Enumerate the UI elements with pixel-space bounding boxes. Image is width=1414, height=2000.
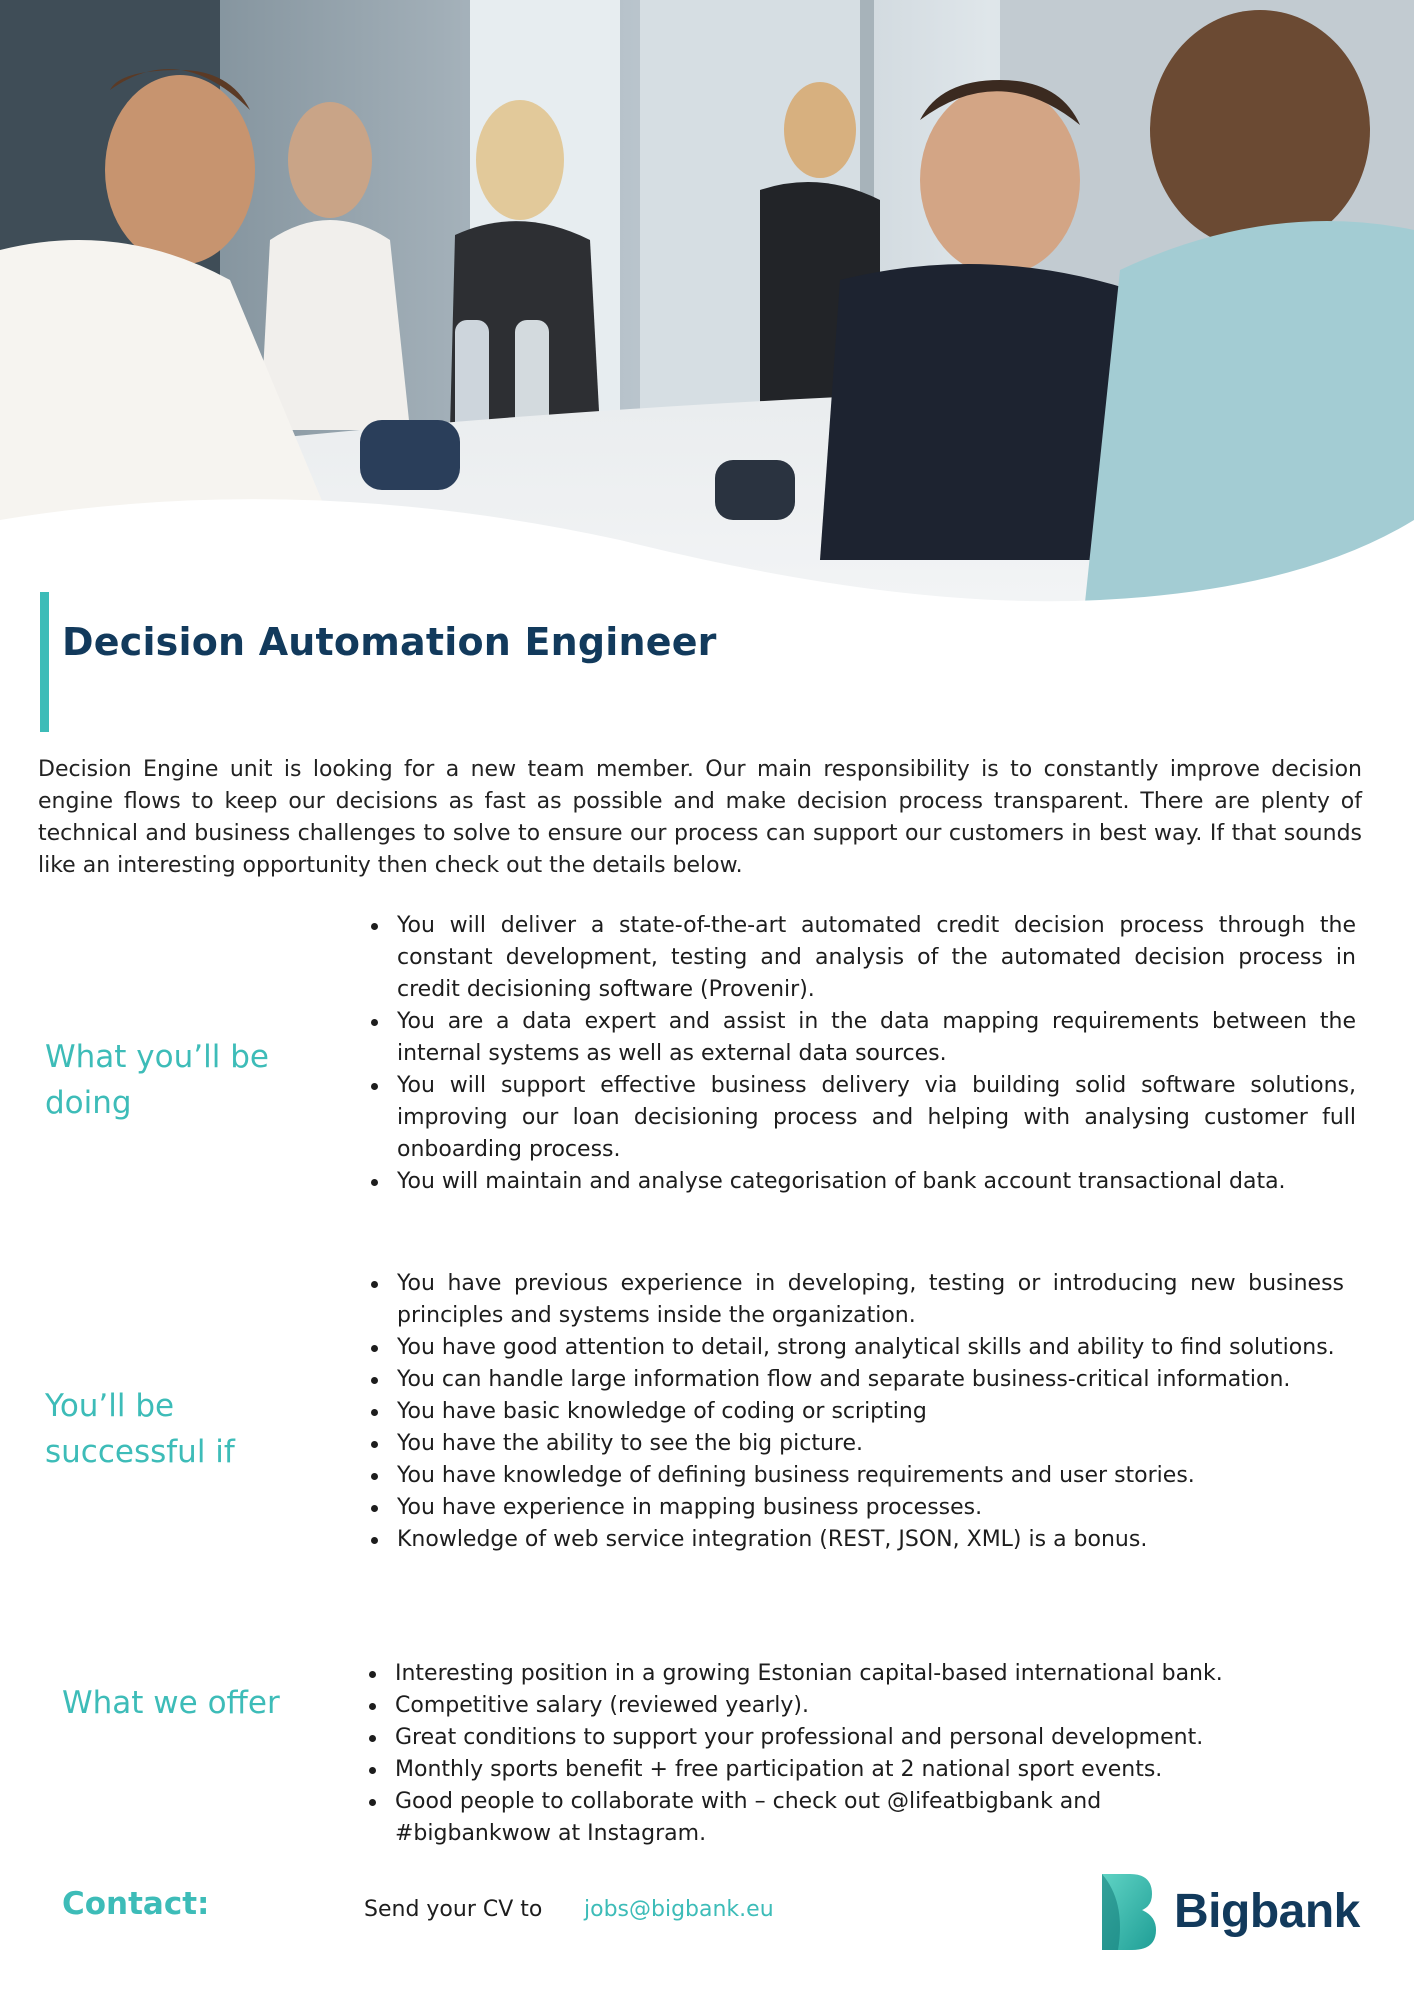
list-item: You are a data expert and assist in the data mapping requirements between the internal systems as well as external data sources.: [364, 1006, 1356, 1070]
list-item: Great conditions to support your professional and personal development.: [362, 1722, 1342, 1754]
section-title-successful: You’ll be successful if: [45, 1388, 235, 1470]
section-title-doing: What you’ll be doing: [45, 1039, 269, 1121]
page-title: Decision Automation Engineer: [62, 620, 717, 664]
doing-list: [364, 910, 1356, 1198]
list-item: You have the ability to see the big picture.: [364, 1428, 1344, 1460]
list-item: You have previous experience in developing, testing or introducing new business principles and systems inside the organization.: [364, 1268, 1344, 1332]
list-item: You will deliver a state-of-the-art automated credit decision process through the constant development, testing and analysis of the automated decision process in credit decisioning software (Provenir).: [364, 910, 1356, 1006]
logo-text: Bigbank: [1174, 1885, 1360, 1938]
offer-list: [362, 1658, 1342, 1850]
bigbank-b-logo-icon: [1096, 1872, 1160, 1952]
list-item: You will maintain and analyse categorisation of bank account transactional data.: [364, 1166, 1356, 1198]
list-item: You have knowledge of defining business requirements and user stories.: [364, 1460, 1344, 1492]
list-item: You will support effective business delivery via building solid software solutions, improving our loan decisioning process and helping with analysing customer full onboarding process.: [364, 1070, 1356, 1166]
title-accent-bar: [40, 592, 49, 732]
bigbank-logo: [1096, 1872, 1366, 1952]
list-item: You can handle large information flow and separate business-critical information.: [364, 1364, 1344, 1396]
contact-email-link[interactable]: jobs@bigbank.eu: [584, 1897, 774, 1922]
list-item: You have good attention to detail, strong analytical skills and ability to find solutions.: [364, 1332, 1344, 1364]
intro-paragraph: Decision Engine unit is looking for a new team member. Our main responsibility is to constantly improve decision engine flows to keep our decisions as fast as possible and make decision process transparent. There are plenty of technical and business challenges to solve to ensure our process can support our customers in best way. If that sounds like an interesting opportunity then check out the details below.: [38, 757, 1362, 878]
contact-label: Contact:: [62, 1886, 210, 1922]
section-title-offer: What we offer: [62, 1685, 280, 1721]
list-item: Knowledge of web service integration (REST, JSON, XML) is a bonus.: [364, 1524, 1344, 1556]
contact-text: Send your CV to: [364, 1897, 543, 1922]
list-item: You have experience in mapping business processes.: [364, 1492, 1344, 1524]
list-item: You have basic knowledge of coding or scripting: [364, 1396, 1344, 1428]
list-item: Competitive salary (reviewed yearly).: [362, 1690, 1342, 1722]
list-item: Good people to collaborate with – check out @lifeatbigbank and #bigbankwow at Instagram.: [362, 1786, 1342, 1850]
list-item: Interesting position in a growing Estonian capital-based international bank.: [362, 1658, 1342, 1690]
list-item: Monthly sports benefit + free participation at 2 national sport events.: [362, 1754, 1342, 1786]
title-block: [40, 592, 940, 732]
successful-list: [364, 1268, 1344, 1556]
